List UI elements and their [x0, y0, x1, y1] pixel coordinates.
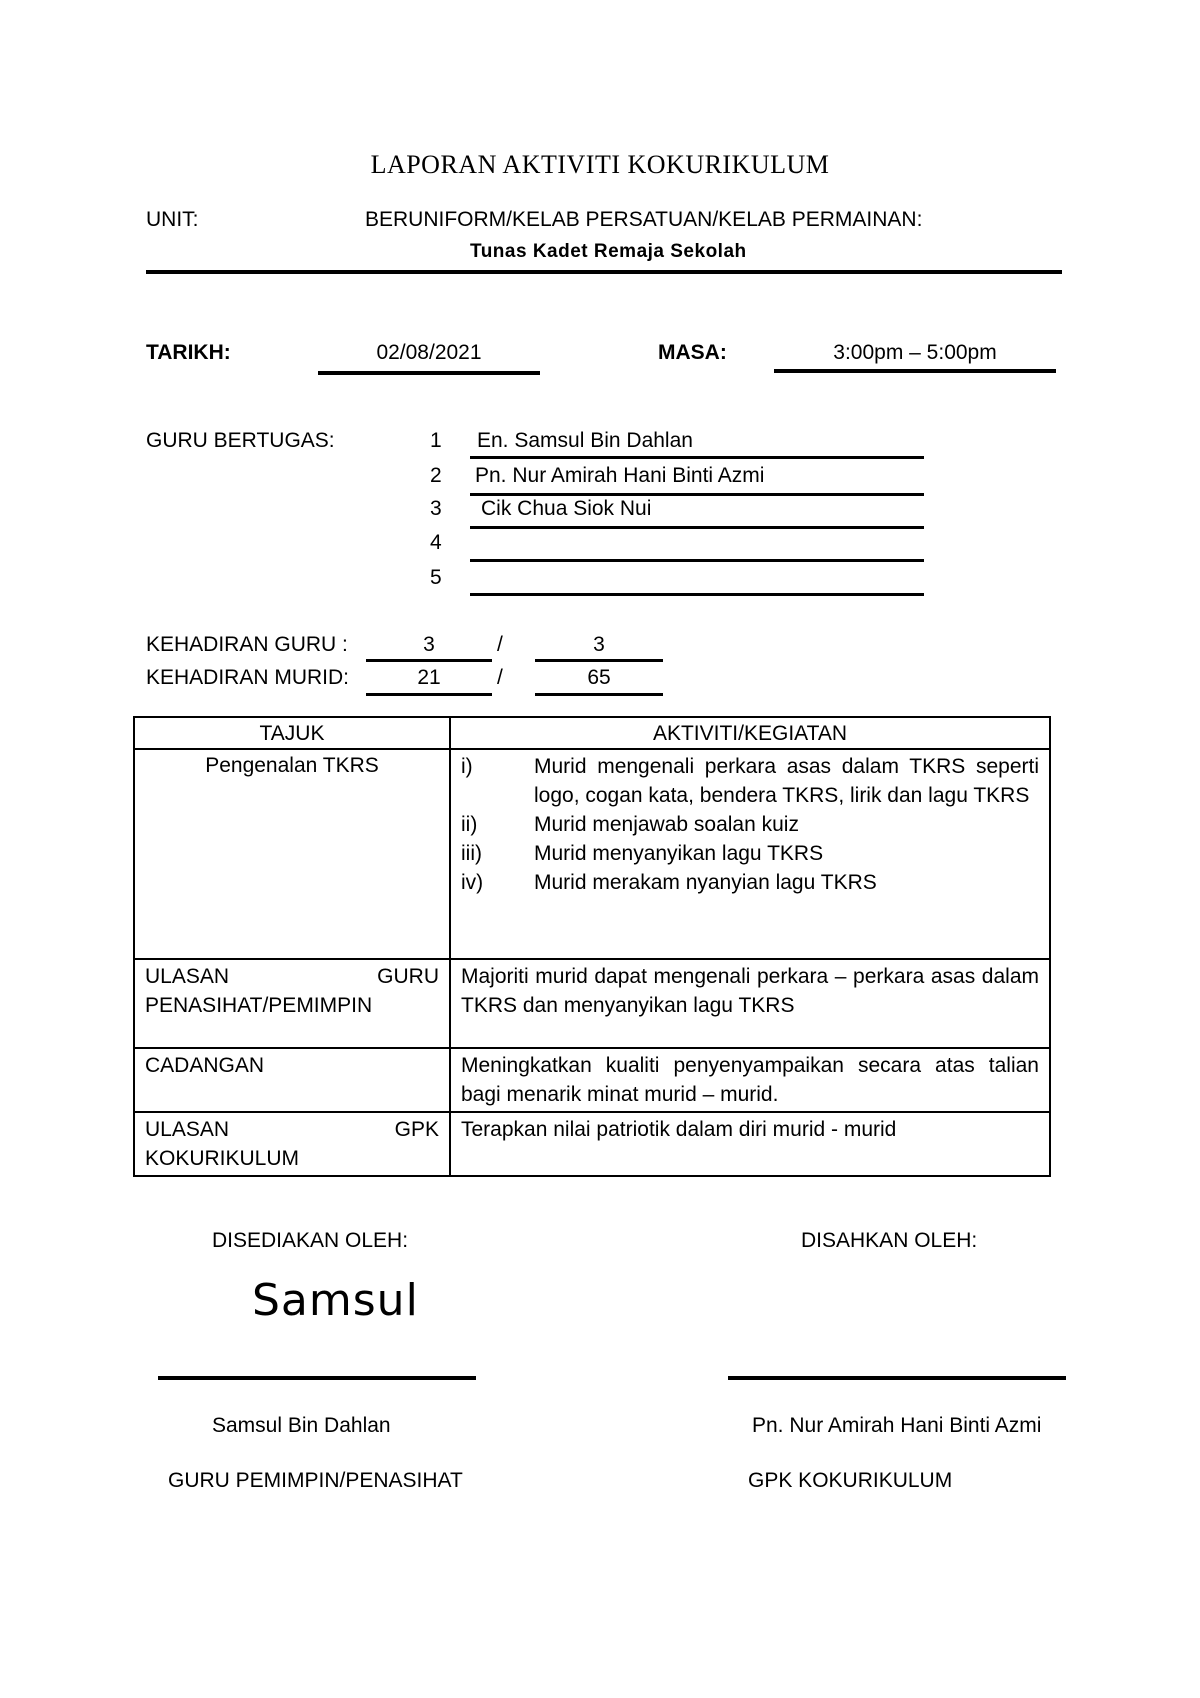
- attendance-separator: /: [497, 633, 503, 656]
- row-text: Terapkan nilai patriotik dalam diri murid - murid: [450, 1112, 1050, 1176]
- list-item: [461, 810, 1039, 839]
- row-text: Meningkatkan kualiti penyenyampaikan secara atas talian bagi menarik minat murid – murid.: [450, 1048, 1050, 1112]
- list-item: [461, 752, 1039, 810]
- student-attendance-total: 65: [587, 666, 611, 689]
- row-label: CADANGAN: [134, 1048, 450, 1112]
- column-header: AKTIVITI/KEGIATAN: [450, 717, 1050, 749]
- report-title: LAPORAN AKTIVITI KOKURIKULUM: [370, 150, 830, 179]
- unit-name: Tunas Kadet Remaja Sekolah: [470, 241, 747, 262]
- approved-by-name: Pn. Nur Amirah Hani Binti Azmi: [752, 1414, 1042, 1437]
- table-row: [134, 749, 1050, 959]
- teacher-line: [470, 526, 924, 529]
- attendance-underline: [535, 693, 663, 696]
- teacher-number: 5: [430, 566, 442, 589]
- activity-number: i): [461, 755, 473, 778]
- activity-text: Murid merakam nyanyian lagu TKRS: [534, 871, 877, 894]
- teacher-line: [470, 456, 924, 459]
- student-attendance-present: 21: [417, 666, 441, 689]
- teacher-attendance-label: KEHADIRAN GURU :: [146, 633, 348, 656]
- activity-text: Murid menyanyikan lagu TKRS: [534, 842, 824, 865]
- approved-by-label: DISAHKAN OLEH:: [801, 1229, 978, 1252]
- attendance-separator: /: [497, 666, 503, 689]
- teacher-attendance-total: 3: [593, 633, 605, 656]
- student-attendance-label: KEHADIRAN MURID:: [146, 666, 350, 689]
- approved-by-role: GPK KOKURIKULUM: [748, 1469, 953, 1492]
- time-value: 3:00pm – 5:00pm: [833, 341, 997, 364]
- time-underline: [774, 369, 1056, 373]
- row-label: ULASAN GPK KOKURIKULUM: [134, 1112, 450, 1176]
- teacher-name: Pn. Nur Amirah Hani Binti Azmi: [475, 464, 765, 487]
- topic-cell: Pengenalan TKRS: [134, 749, 450, 959]
- teacher-line: [470, 593, 924, 596]
- activity-number: ii): [461, 813, 478, 836]
- teachers-label: GURU BERTUGAS:: [146, 429, 335, 452]
- teacher-name: Cik Chua Siok Nui: [481, 497, 652, 520]
- activity-table: [133, 716, 1051, 1177]
- time-label: MASA:: [658, 341, 727, 364]
- unit-divider: [146, 270, 1062, 274]
- unit-label: UNIT:: [146, 208, 199, 231]
- table-row: [134, 1048, 1050, 1112]
- attendance-underline: [366, 693, 492, 696]
- date-underline: [318, 371, 540, 375]
- activity-text: Murid mengenali perkara asas dalam TKRS seperti logo, cogan kata, bendera TKRS, lirik dan lagu TKRS: [534, 755, 1039, 807]
- prepared-by-label: DISEDIAKAN OLEH:: [212, 1229, 409, 1252]
- signature-line: [158, 1376, 476, 1380]
- activity-list: [461, 752, 1039, 897]
- row-label: ULASAN GURU PENASIHAT/PEMIMPIN: [134, 959, 450, 1048]
- signature: Samsul: [252, 1275, 419, 1326]
- activity-text: Murid menjawab soalan kuiz: [534, 813, 799, 836]
- column-header: TAJUK: [134, 717, 450, 749]
- teacher-number: 3: [430, 497, 442, 520]
- teacher-line: [470, 493, 924, 496]
- teacher-number: 1: [430, 429, 442, 452]
- table-header-row: [134, 717, 1050, 749]
- date-value: 02/08/2021: [376, 341, 482, 364]
- activity-number: iii): [461, 842, 482, 865]
- prepared-by-role: GURU PEMIMPIN/PENASIHAT: [168, 1469, 463, 1492]
- list-item: [461, 839, 1039, 868]
- teacher-number: 4: [430, 531, 442, 554]
- unit-category: BERUNIFORM/KELAB PERSATUAN/KELAB PERMAINAN:: [365, 208, 923, 231]
- activity-number: iv): [461, 871, 484, 894]
- signature-line: [728, 1376, 1066, 1380]
- activities-cell: [450, 749, 1050, 959]
- row-text: Majoriti murid dapat mengenali perkara – perkara asas dalam TKRS dan menyanyikan lagu TKRS: [450, 959, 1050, 1048]
- teacher-name: En. Samsul Bin Dahlan: [477, 429, 693, 452]
- date-label: TARIKH:: [146, 341, 231, 364]
- table-row: [134, 959, 1050, 1048]
- teacher-attendance-present: 3: [423, 633, 435, 656]
- teacher-line: [470, 559, 924, 562]
- list-item: [461, 868, 1039, 897]
- attendance-underline: [366, 659, 492, 662]
- prepared-by-name: Samsul Bin Dahlan: [212, 1414, 391, 1437]
- teacher-number: 2: [430, 464, 442, 487]
- attendance-underline: [535, 659, 663, 662]
- table-row: [134, 1112, 1050, 1176]
